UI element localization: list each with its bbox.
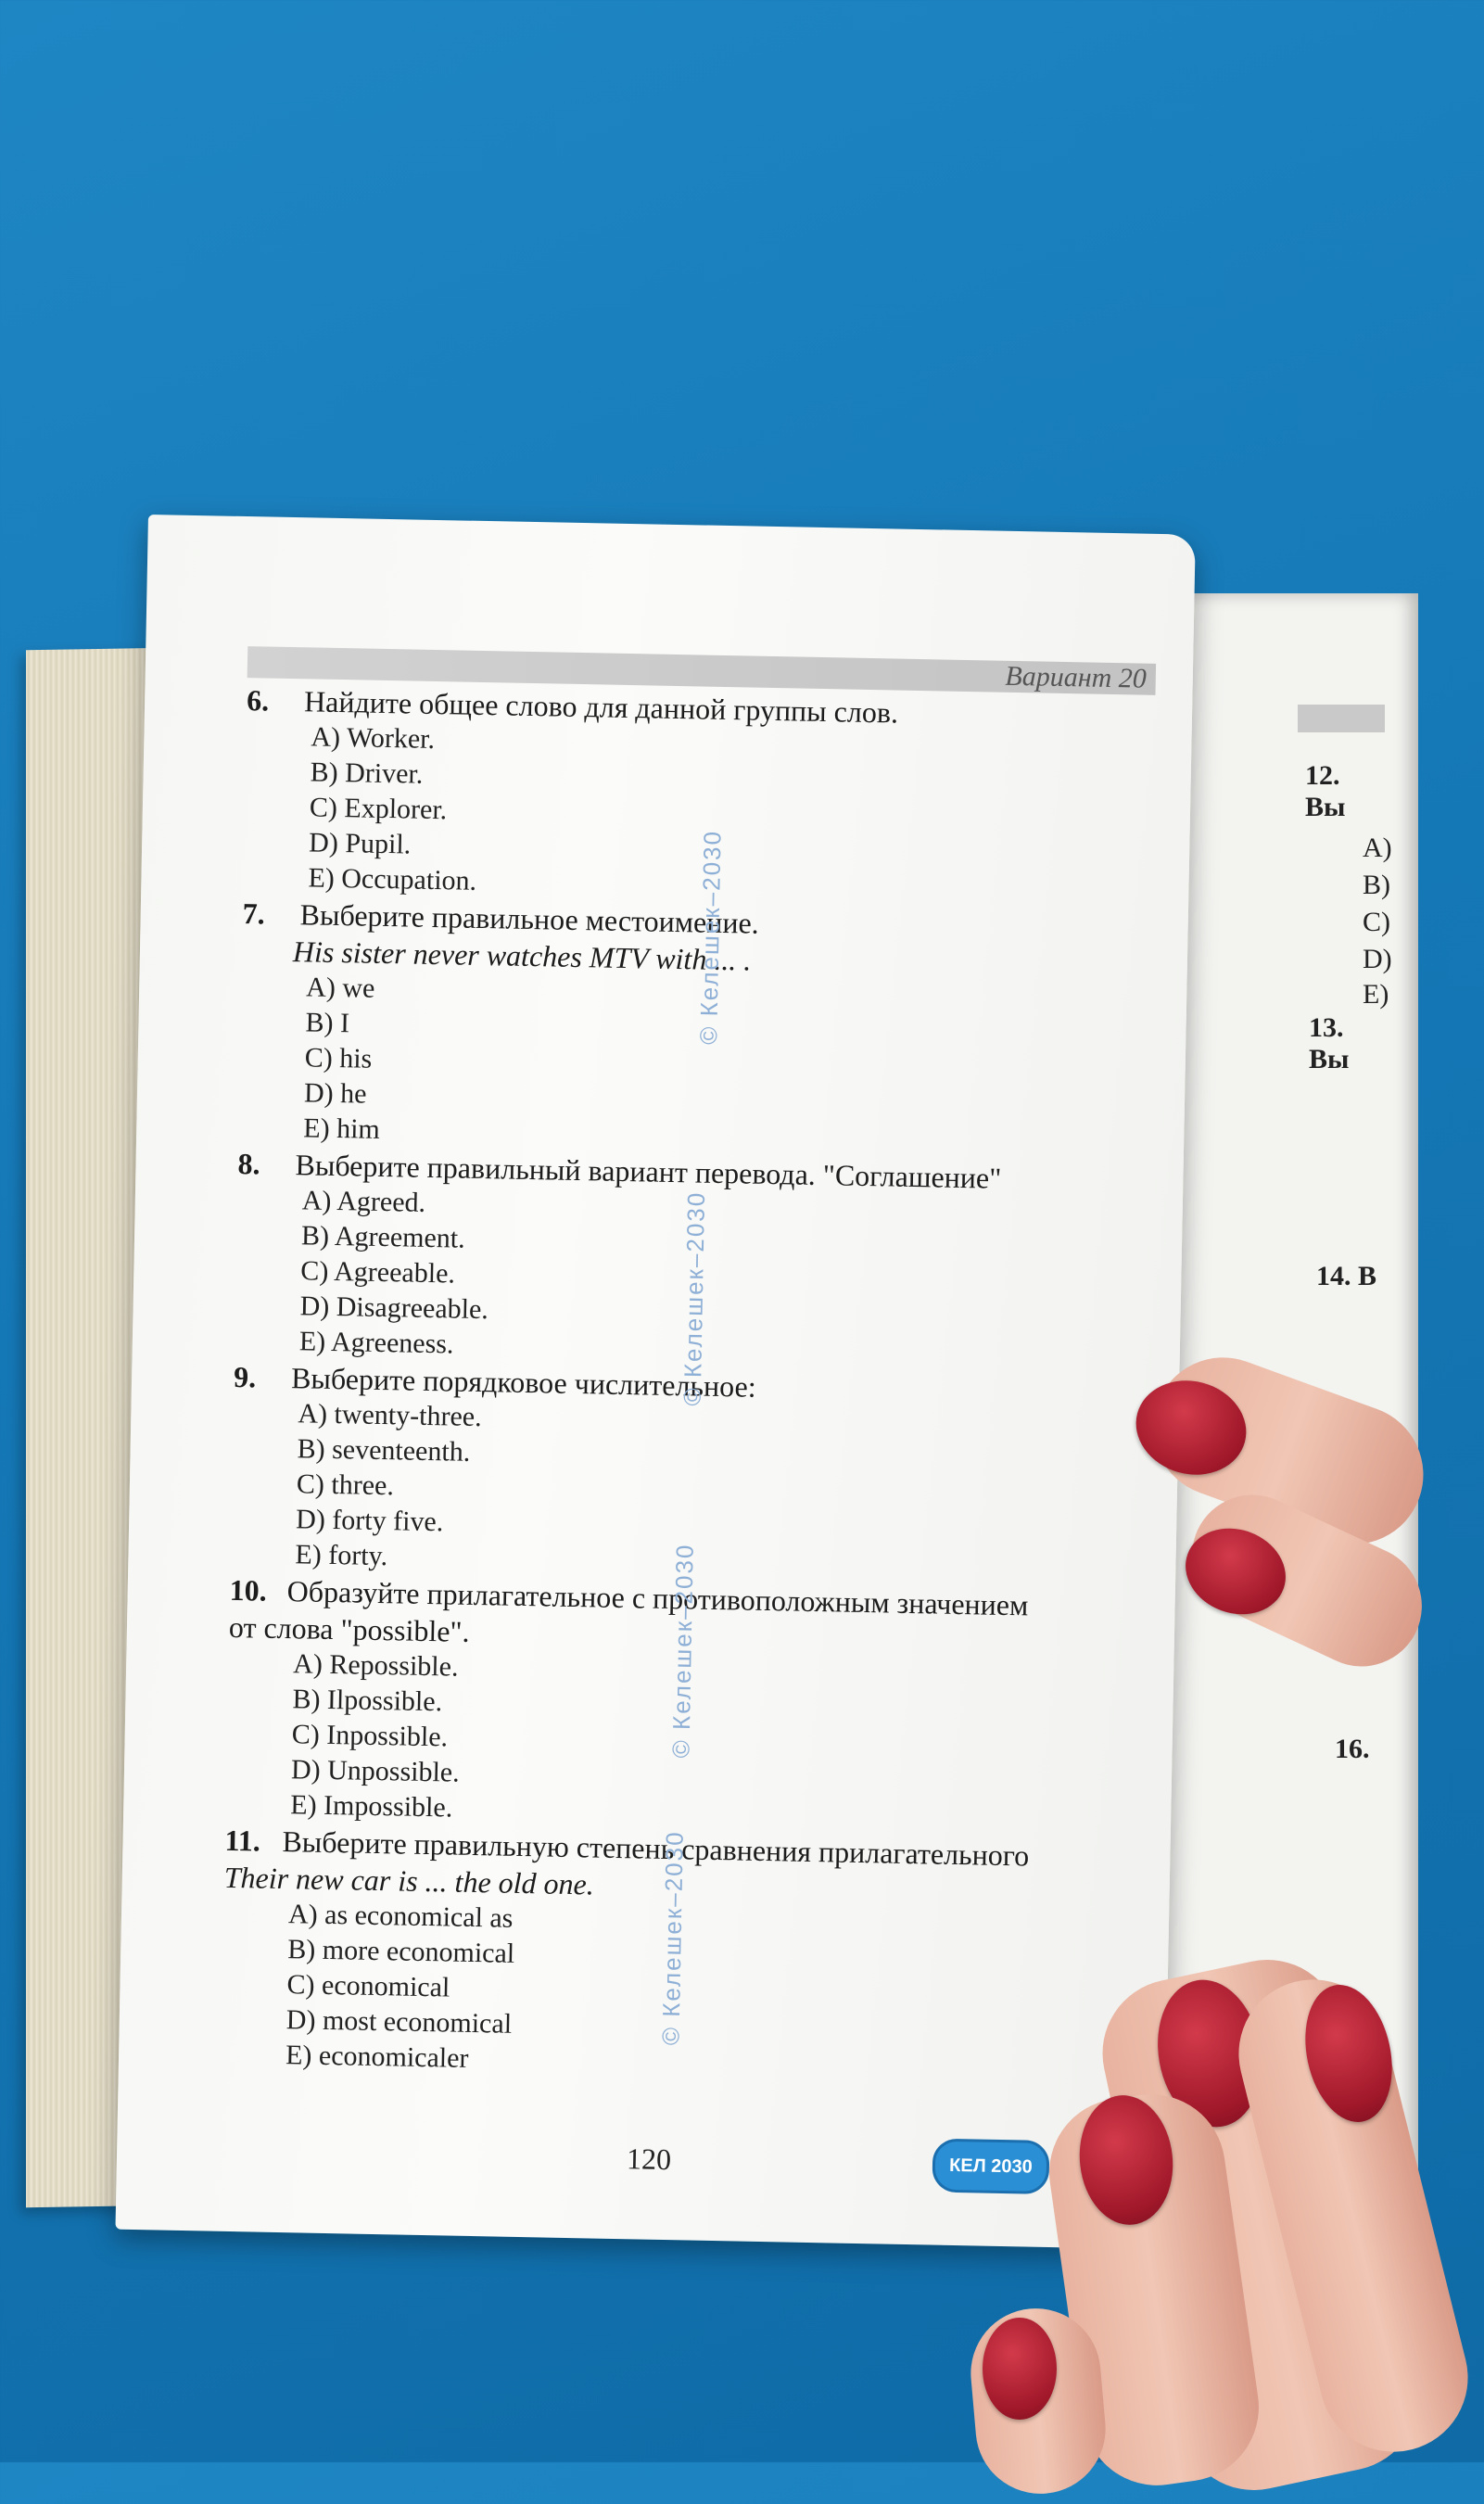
question-sentence: Their new car is ... the old one. [223,1860,595,1901]
right-page-header-band [1298,705,1385,732]
question-number: 10. [229,1572,268,1608]
option: E) Occupation. [308,862,477,896]
option: D) forty five. [295,1504,444,1538]
question-number: 8. [237,1146,260,1181]
question-number: 11. [224,1823,261,1858]
question-number: 6. [246,683,270,718]
book-page [115,515,1195,2249]
option: C) Inpossible. [291,1719,449,1753]
option: A) Worker. [311,721,436,755]
option: C) his [304,1042,373,1074]
option: B) more economical [286,1934,515,1969]
right-question-16: 16. [1335,1734,1370,1764]
publisher-logo: КЕЛ 2030 [932,2139,1049,2194]
option: E) economicaler [285,2040,469,2074]
watermark: © Келешек–2030 [678,1190,711,1406]
question-text: Выберите правильное местоимение. [299,897,760,940]
option: C) Explorer. [309,792,448,826]
option: A) as economical as [287,1899,514,1934]
fingernail [983,2318,1057,2420]
question-text: Выберите порядковое числительное: [290,1361,757,1404]
option: A) Agreed. [301,1185,426,1218]
right-question-13: 13. Вы [1309,1012,1350,1074]
option: B) Agreement. [300,1220,466,1254]
option: C) Agreeable. [300,1255,456,1290]
option: C) three. [296,1468,395,1502]
variant-label: Вариант 20 [1005,660,1148,694]
right-option: C) [1363,907,1390,937]
option: D) Disagreeable. [299,1290,489,1326]
right-option: B) [1363,870,1390,900]
option: A) Repossible. [292,1648,459,1683]
question-text: Выберите правильный вариант перевода. "Соглашение" [295,1148,1002,1195]
question-continuation: от слова "possible". [228,1609,470,1648]
question-text: Образуйте прилагательное с противоположным значением [286,1574,1029,1622]
watermark: © Келешек–2030 [656,1830,689,2046]
option: D) Pupil. [308,827,412,860]
option: E) Impossible. [289,1789,453,1824]
question-number: 9. [233,1359,257,1394]
option: E) him [303,1112,381,1145]
watermark: © Келешек–2030 [666,1543,699,1759]
question-number: 7. [242,896,266,931]
option: D) Unpossible. [290,1754,460,1788]
right-option: E) [1363,979,1389,1010]
right-question-12: 12. Вы [1305,760,1346,822]
question-sentence: His sister never watches MTV with ... . [292,934,752,977]
right-option: D) [1363,944,1392,974]
option: D) most economical [285,2004,513,2040]
option: B) Driver. [310,756,424,790]
option: E) Agreeness. [298,1326,454,1360]
option: B) I [305,1007,350,1039]
watermark: © Келешек–2030 [694,829,727,1045]
option: A) twenty-three. [298,1398,482,1433]
right-question-14: 14. В [1316,1261,1377,1291]
option: C) economical [286,1969,450,2003]
page-number: 120 [626,2142,672,2177]
option: A) we [305,972,375,1004]
option: D) he [303,1077,367,1110]
option: B) Ilpossible. [292,1684,443,1718]
option: B) seventeenth. [297,1433,471,1468]
right-option: A) [1363,833,1392,863]
option: E) forty. [295,1539,388,1572]
question-text: Найдите общее слово для данной группы слов. [303,684,899,730]
question-text: Выберите правильную степень сравнения прилагательного [282,1824,1030,1873]
